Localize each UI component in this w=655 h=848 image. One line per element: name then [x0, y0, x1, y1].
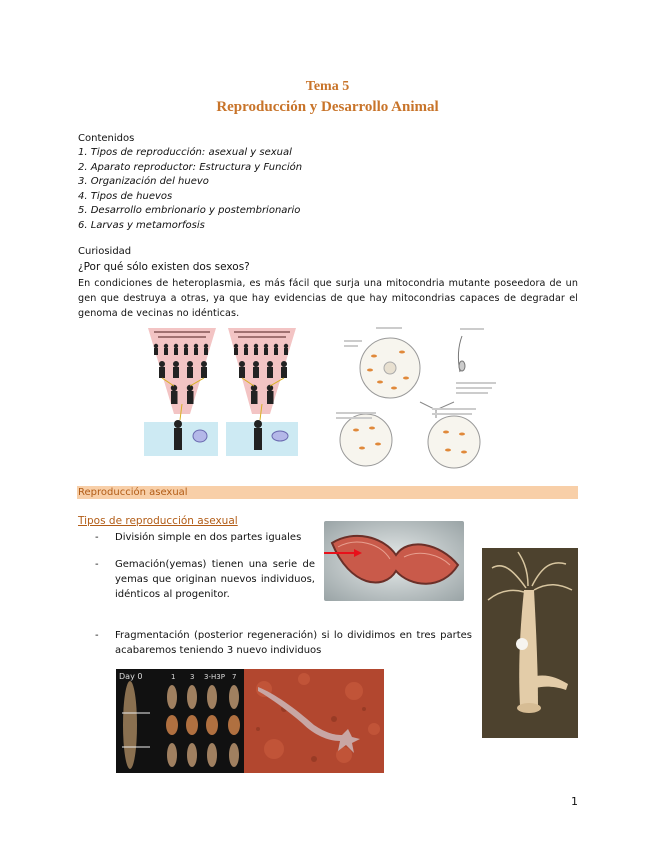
bullet-item — [95, 628, 472, 658]
day-label: 7 — [232, 673, 237, 681]
bullet-dash: - — [95, 532, 99, 543]
bullet-text: División simple en dos partes iguales — [115, 532, 302, 543]
section-subheading: Tipos de reproducción asexual — [78, 515, 238, 527]
contenidos-item: 2. Aparato reproductor: Estructura y Función — [78, 161, 303, 173]
contenidos-item: 6. Larvas y metamorfosis — [78, 219, 205, 231]
page-number: 1 — [571, 795, 578, 808]
curiosidad-paragraph: En condiciones de heteroplasmia, es más fácil que surja una mitocondria mutante poseedora de un gen que destruya a otras, ya que hay evidencias de que hay mitocondrias capaces de degradar el genoma de vecinas no idénticas. — [78, 278, 578, 320]
bullet-dash: - — [95, 559, 99, 570]
day-label: 3-H3P — [204, 673, 225, 681]
day-label: 3 — [190, 673, 195, 681]
hydra-budding-photo — [482, 548, 578, 738]
contenidos-item: 4. Tipos de huevos — [78, 190, 173, 202]
bullet-text: Fragmentación (posterior regeneración) si lo dividimos en tres partes acabaremos teniendo 3 nuevo individuos — [115, 630, 472, 656]
day-label: Day 0 — [119, 672, 143, 681]
contenidos-item: 3. Organización del huevo — [78, 176, 209, 187]
bullet-text: Gemación(yemas) tienen una serie de yemas que originan nuevos individuos, idénticos al progenitor. — [115, 559, 315, 600]
day-label: 1 — [171, 673, 176, 681]
section-band-label: Reproducción asexual — [78, 487, 188, 498]
curiosidad-question: ¿Por qué sólo existen dos sexos? — [78, 261, 250, 273]
bullet-item — [95, 530, 315, 545]
sea-star-photo — [244, 669, 384, 773]
curiosidad-heading: Curiosidad — [78, 246, 132, 257]
mitochondria-inheritance-diagram — [140, 326, 300, 458]
section-band — [77, 486, 578, 499]
tema-label: Tema 5 — [305, 79, 350, 94]
contenidos-heading: Contenidos — [78, 133, 135, 144]
planaria-regeneration-photo — [116, 669, 244, 773]
contenidos-item: 5. Desarrollo embrionario y postembrionario — [78, 205, 301, 216]
contenidos-item: 1. Tipos de reproducción: asexual y sexual — [78, 147, 292, 158]
binary-fission-photo — [324, 521, 464, 601]
page-title: Reproducción y Desarrollo Animal — [216, 99, 439, 115]
bullet-dash: - — [95, 630, 99, 641]
bullet-item — [95, 557, 315, 602]
mitochondria-cell-diagram — [336, 322, 506, 470]
